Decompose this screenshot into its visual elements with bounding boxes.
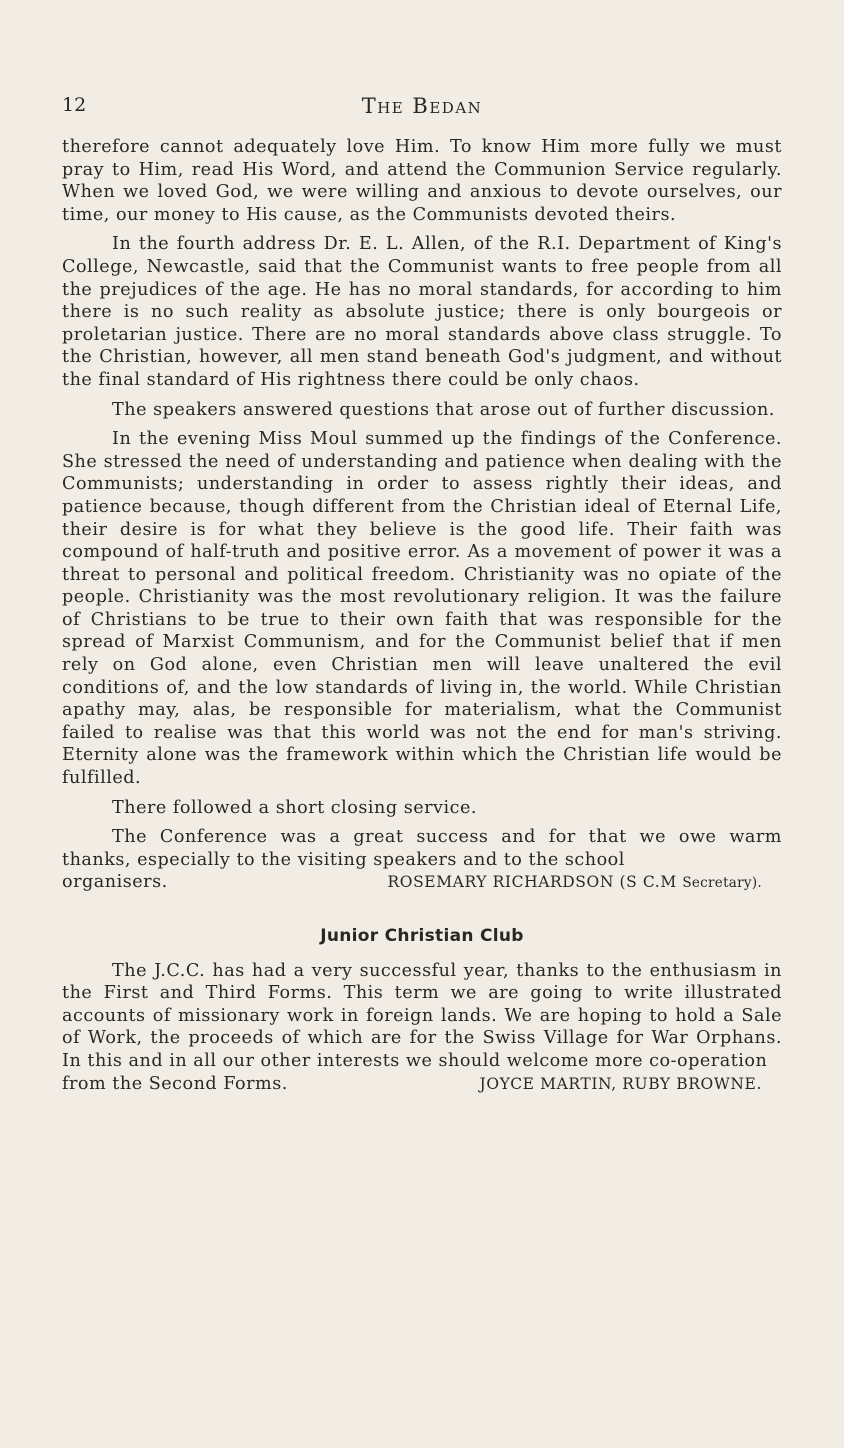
page-header — [62, 94, 782, 124]
paragraph-thanks — [62, 826, 782, 895]
author-role: Secretary). — [682, 875, 762, 892]
running-title: The Bedan — [361, 94, 483, 118]
jcc-text: The J.C.C. has had a very successful year, thanks to the enthusiasm in the First and Third Forms. This term we are going to write illustrated accounts of missionary work in foreign lands. We are hoping to hold a Sale of Work, the proceeds of which are for the Swiss Village for War Orphans. In this and in all our other interests we should welcome more co-operation — [62, 960, 782, 1071]
author-signature — [388, 871, 763, 895]
thanks-signature-line — [62, 871, 782, 895]
section-heading: Junior Christian Club — [320, 926, 524, 946]
paragraph-continued: therefore cannot adequately love Him. To know Him more fully we must pray to Him, read His Word, and attend the Communion Service regularly. When we loved God, we were willing and anxious to devote ourselves, our time, our money to His cause, as the Communists devoted theirs. — [62, 137, 782, 225]
page-number: 12 — [62, 94, 87, 116]
jcc-signature: JOYCE MARTIN, RUBY BROWNE. — [479, 1074, 762, 1093]
author-name: ROSEMARY RICHARDSON (S C.M — [387, 873, 677, 892]
jcc-tail: from the Second Forms. — [62, 1073, 288, 1094]
paragraph-questions: The speakers answered questions that arose out of further discussion. — [112, 399, 775, 420]
thanks-tail: organisers. — [62, 872, 168, 893]
paragraph-closing-service: There followed a short closing service. — [112, 797, 477, 818]
paragraph-fourth-address: In the fourth address Dr. E. L. Allen, of the R.I. Department of King's College, Newcastle, said that the Communist wants to free people from all the prejudices of the age. He has no moral standards, for according to him there is no such reality as absolute justice; there is only bourgeois or proletarian justice. There are no moral standards above class struggle. To the Christian, however, all men stand beneath God's judgment, and without the final standard of His rightness there could be only chaos. — [62, 234, 782, 390]
paragraph-evening-summary: In the evening Miss Moul summed up the findings of the Conference. She stressed the need of understanding and patience when dealing with the Communists; understanding in order to assess rightly their ideas, and patience because, though different from the Christian ideal of Eternal Life, their desire is for what they believe is the good life. Their faith was compound of half-truth and positive error. As a movement of power it was a threat to personal and political freedom. Christianity was no opiate of the people. Christianity was the most revolutionary religion. It was the failure of Christians to be true to their own faith that was responsible for the spread of Marxist Communism, and for the Communist belief that if men rely on God alone, even Christian men will leave unaltered the evil conditions of, and the low standards of living in, the world. While Christian apathy may, alas, be responsible for materialism, what the Communist failed to realise was that this world was not the end for man's striving. Eternity alone was the framework within which the Christian life would be fulfilled. — [62, 429, 782, 789]
thanks-text: The Conference was a great success and for that we owe warm thanks, especially to the visiting speakers and to the school — [62, 827, 782, 870]
paragraph-jcc — [62, 960, 782, 1096]
body-text — [62, 136, 782, 1095]
jcc-signature-line — [62, 1073, 782, 1096]
